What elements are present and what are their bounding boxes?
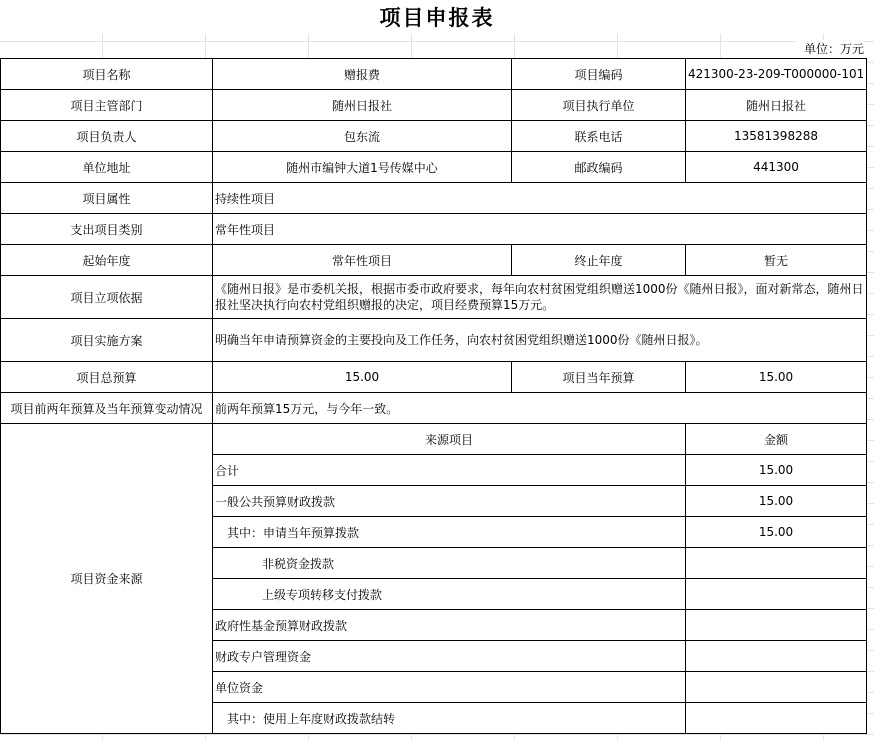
end-year-value[interactable]: 暂无 (686, 245, 867, 276)
table-row (1, 319, 867, 362)
unit-label: 单位：万元 (796, 40, 864, 58)
change-value[interactable]: 前两年预算15万元，与今年一致。 (213, 393, 867, 424)
fund-source-gov-fund: 政府性基金预算财政拨款 (213, 610, 686, 641)
plan-value[interactable]: 明确当年申请预算资金的主要投向及工作任务，向农村贫困党组织赠送1000份《随州日报》。 (213, 319, 867, 362)
table-row (1, 183, 867, 214)
fund-source-general-budget: 一般公共预算财政拨款 (213, 486, 686, 517)
fund-source-carryover: 其中：使用上年度财政拨款结转 (213, 703, 686, 734)
plan-label: 项目实施方案 (1, 319, 213, 362)
fund-amount-carryover[interactable] (686, 703, 867, 734)
table-row (1, 121, 867, 152)
fund-amount-gov-fund[interactable] (686, 610, 867, 641)
address-value[interactable]: 随州市编钟大道1号传媒中心 (213, 152, 512, 183)
fund-amount-unit[interactable] (686, 672, 867, 703)
fund-source-unit: 单位资金 (213, 672, 686, 703)
year-budget-value[interactable]: 15.00 (686, 362, 867, 393)
start-year-value[interactable]: 常年性项目 (213, 245, 512, 276)
amount-header: 金额 (686, 424, 867, 455)
fund-source-current-year: 其中：申请当年预算拨款 (213, 517, 686, 548)
table-row (1, 393, 867, 424)
form-title: 项目申报表 (0, 0, 874, 34)
funds-source-label: 项目资金来源 (1, 424, 213, 734)
table-row (1, 90, 867, 121)
table-row (1, 152, 867, 183)
table-row (1, 59, 867, 90)
dept-value[interactable]: 随州日报社 (213, 90, 512, 121)
total-budget-value[interactable]: 15.00 (213, 362, 512, 393)
source-header: 来源项目 (213, 424, 686, 455)
start-year-label: 起始年度 (1, 245, 213, 276)
fund-amount-total[interactable]: 15.00 (686, 455, 867, 486)
fund-amount-transfer[interactable] (686, 579, 867, 610)
address-label: 单位地址 (1, 152, 213, 183)
total-budget-label: 项目总预算 (1, 362, 213, 393)
project-code-value[interactable]: 421300-23-209-T000000-101 (686, 59, 867, 90)
table-row (1, 362, 867, 393)
end-year-label: 终止年度 (512, 245, 686, 276)
fund-source-transfer: 上级专项转移支付拨款 (213, 579, 686, 610)
basis-label: 项目立项依据 (1, 276, 213, 319)
phone-label: 联系电话 (512, 121, 686, 152)
table-row (1, 424, 867, 455)
year-budget-label: 项目当年预算 (512, 362, 686, 393)
project-code-label: 项目编码 (512, 59, 686, 90)
exec-unit-label: 项目执行单位 (512, 90, 686, 121)
attr-value[interactable]: 持续性项目 (213, 183, 867, 214)
fund-source-non-tax: 非税资金拨款 (213, 548, 686, 579)
project-name-value[interactable]: 赠报费 (213, 59, 512, 90)
phone-value[interactable]: 13581398288 (686, 121, 867, 152)
attr-label: 项目属性 (1, 183, 213, 214)
fund-amount-special-account[interactable] (686, 641, 867, 672)
exec-unit-value[interactable]: 随州日报社 (686, 90, 867, 121)
table-row (1, 245, 867, 276)
project-name-label: 项目名称 (1, 59, 213, 90)
postcode-label: 邮政编码 (512, 152, 686, 183)
dept-label: 项目主管部门 (1, 90, 213, 121)
change-label: 项目前两年预算及当年预算变动情况 (1, 393, 213, 424)
fund-amount-current-year[interactable]: 15.00 (686, 517, 867, 548)
fund-source-total: 合计 (213, 455, 686, 486)
postcode-value[interactable]: 441300 (686, 152, 867, 183)
category-label: 支出项目类别 (1, 214, 213, 245)
fund-amount-non-tax[interactable] (686, 548, 867, 579)
project-form-table (0, 58, 867, 734)
leader-label: 项目负责人 (1, 121, 213, 152)
leader-value[interactable]: 包东流 (213, 121, 512, 152)
fund-source-special-account: 财政专户管理资金 (213, 641, 686, 672)
basis-value[interactable]: 《随州日报》是市委机关报，根据市委市政府要求，每年向农村贫困党组织赠送1000份《随州日报》，面对新常态，随州日报社坚决执行向农村党组织赠报的决定，项目经费预算15万元。 (213, 276, 867, 319)
category-value[interactable]: 常年性项目 (213, 214, 867, 245)
table-row (1, 276, 867, 319)
fund-amount-general-budget[interactable]: 15.00 (686, 486, 867, 517)
table-row (1, 214, 867, 245)
